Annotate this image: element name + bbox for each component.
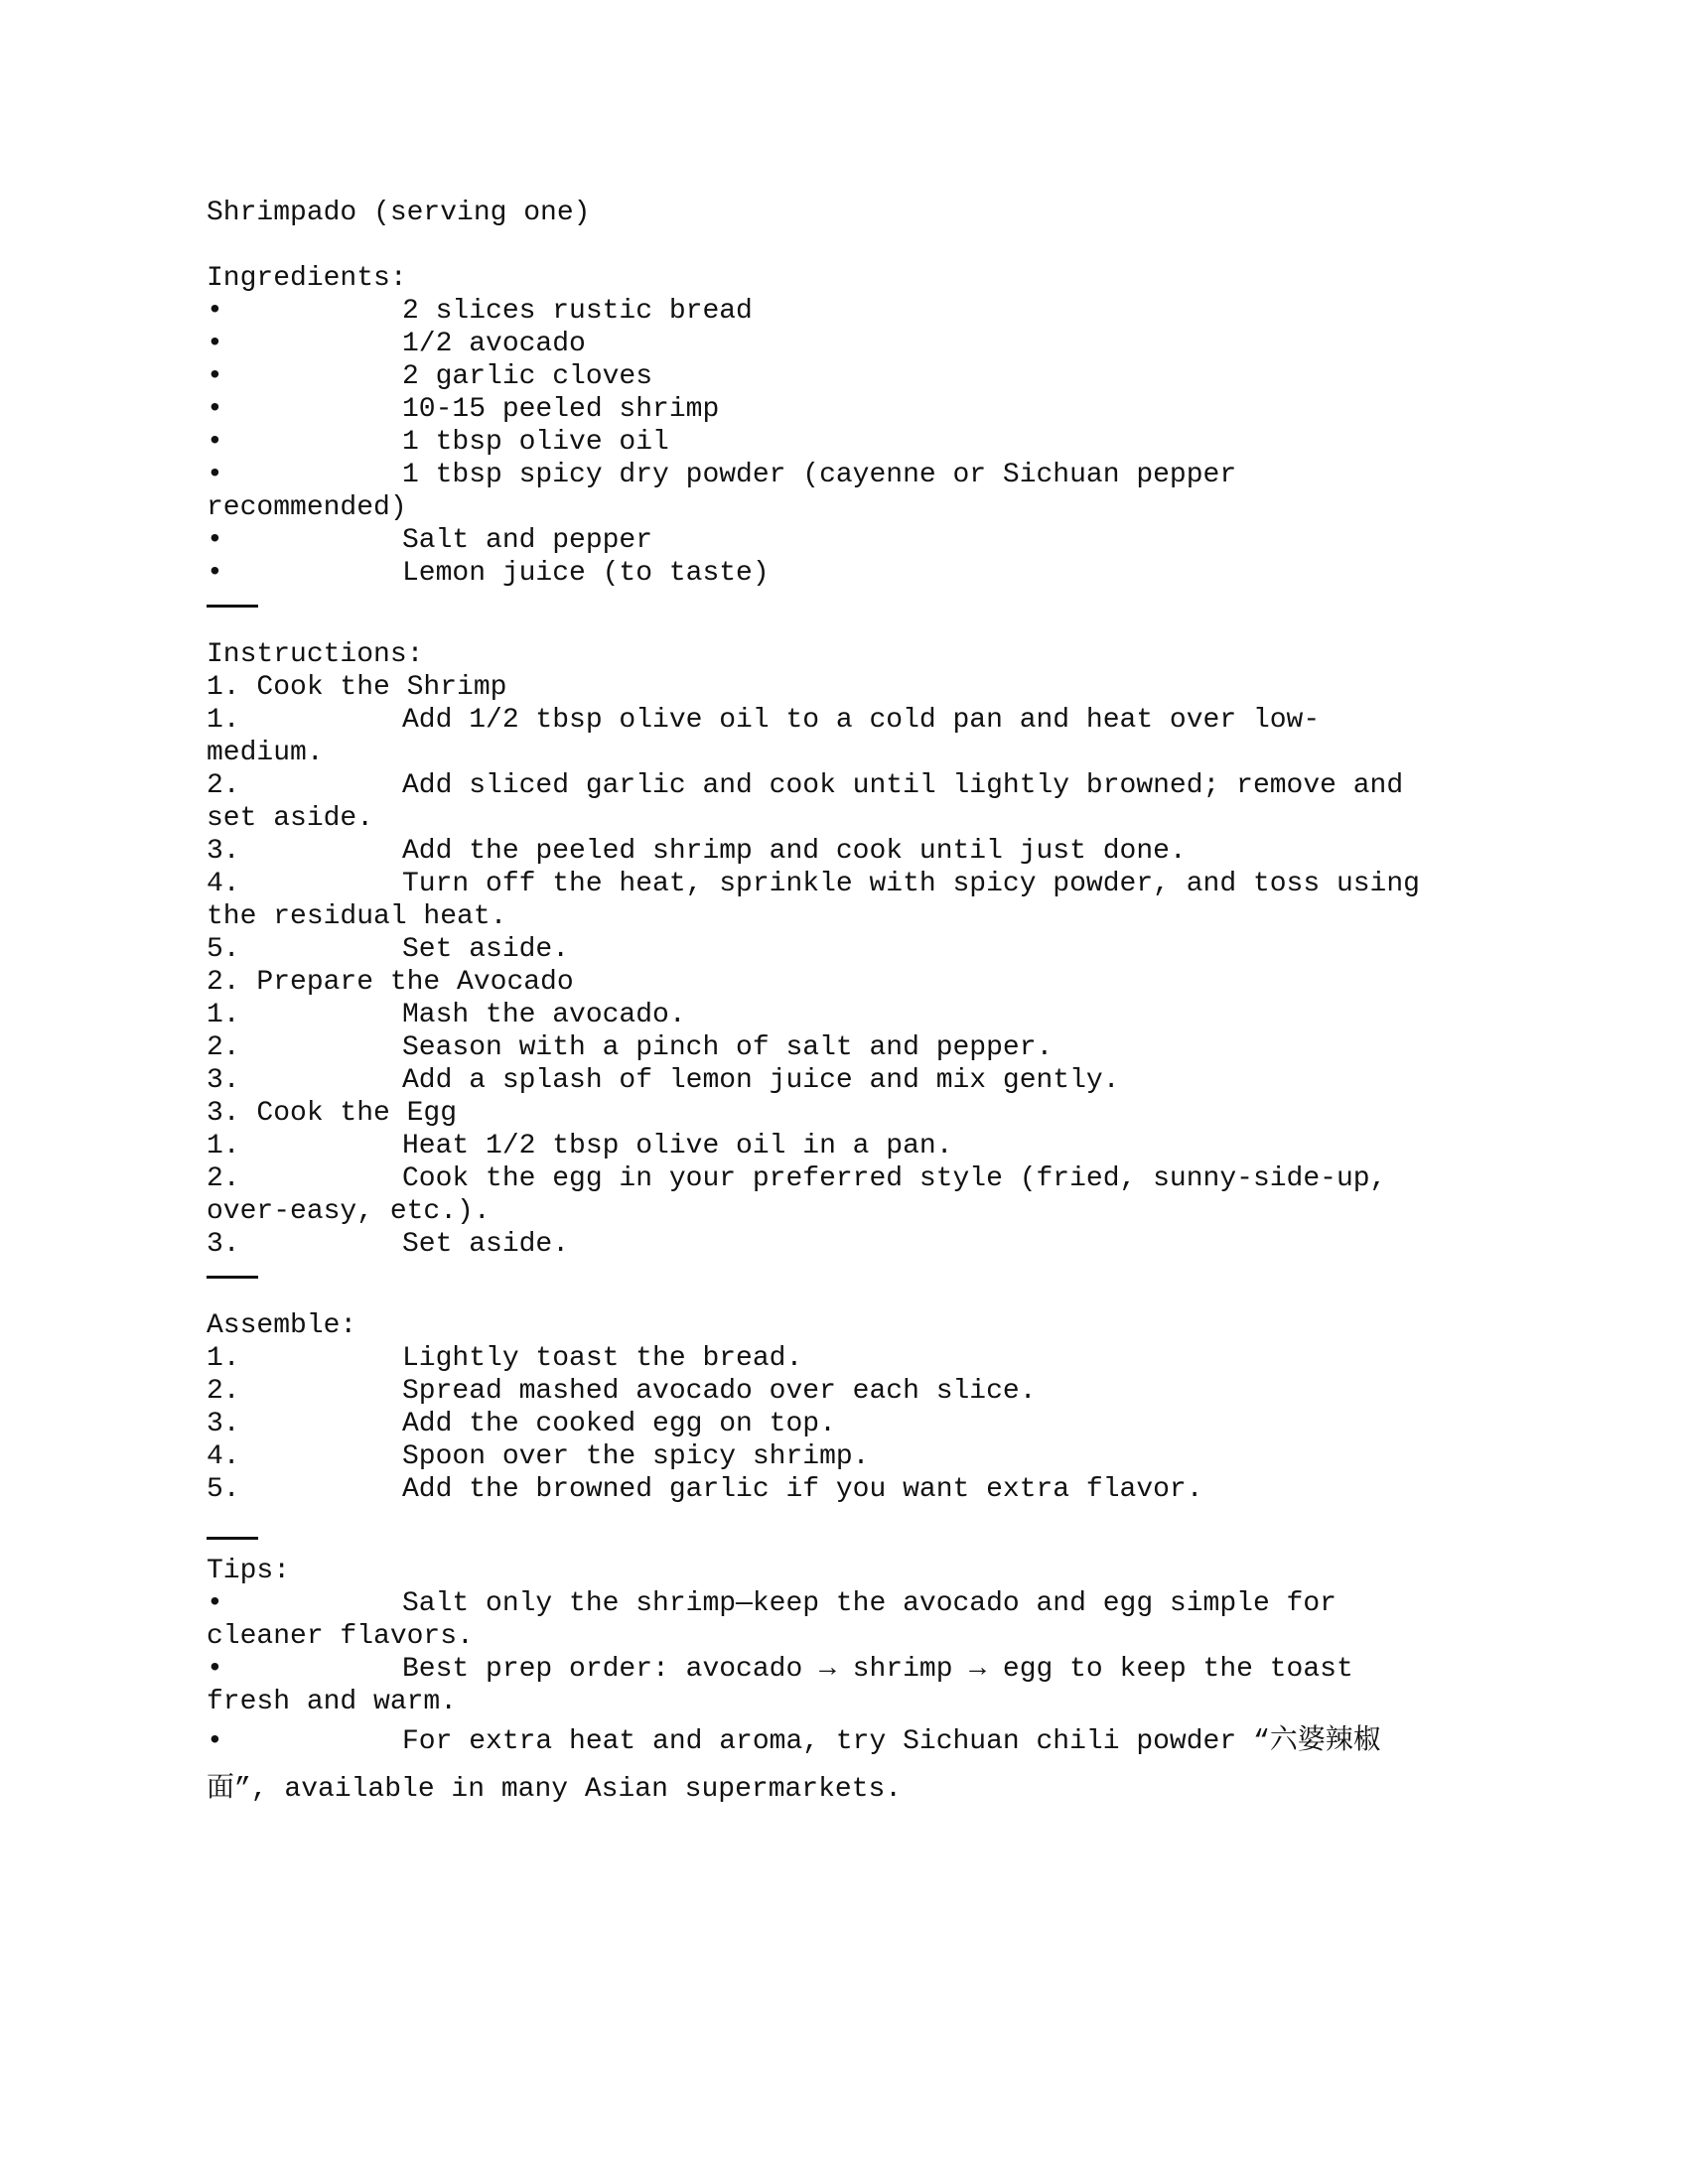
section-divider bbox=[207, 1276, 258, 1279]
bullet: • bbox=[207, 460, 223, 490]
section-divider bbox=[207, 605, 258, 608]
assemble-step: 4. Spoon over the spicy shrimp. bbox=[207, 1441, 870, 1472]
tip-continuation: 面”, available in many Asian supermarkets. bbox=[207, 1774, 903, 1805]
ingredient-item: • 2 slices rustic bread bbox=[207, 296, 753, 327]
bullet: • bbox=[207, 394, 223, 425]
recipe-title: Shrimpado (serving one) bbox=[207, 198, 591, 228]
instruction-step-continuation: set aside. bbox=[207, 803, 374, 834]
instruction-step: 3. Add a splash of lemon juice and mix gently. bbox=[207, 1065, 1120, 1096]
instruction-step: 1. Mash the avocado. bbox=[207, 1000, 686, 1030]
instruction-step-continuation: over-easy, etc.). bbox=[207, 1196, 491, 1227]
bullet: • bbox=[207, 1654, 223, 1685]
instruction-step: 4. Turn off the heat, sprinkle with spicy powder, and toss using bbox=[207, 869, 1420, 899]
assemble-heading: Assemble: bbox=[207, 1310, 357, 1341]
tip-item: • For extra heat and aroma, try Sichuan chili powder “六婆辣椒 bbox=[207, 1718, 1487, 1766]
instruction-step: 5. Set aside. bbox=[207, 934, 570, 965]
recipe-document bbox=[207, 197, 1487, 1814]
section-divider bbox=[207, 1537, 258, 1540]
ingredient-item: • 1 tbsp spicy dry powder (cayenne or Sichuan pepper bbox=[207, 460, 1237, 490]
tip-continuation: fresh and warm. bbox=[207, 1687, 458, 1717]
tip-item: • Best prep order: avocado → shrimp → egg to keep the toast bbox=[207, 1654, 1353, 1685]
bullet: • bbox=[207, 296, 223, 327]
tip-item: • Salt only the shrimp—keep the avocado and egg simple for bbox=[207, 1588, 1336, 1619]
ingredient-item-continuation: recommended) bbox=[207, 492, 407, 523]
instruction-step: 3. Set aside. bbox=[207, 1229, 570, 1260]
assemble-step: 1. Lightly toast the bread. bbox=[207, 1343, 803, 1374]
bullet: • bbox=[207, 1588, 223, 1619]
ingredient-item: • Lemon juice (to taste) bbox=[207, 558, 770, 589]
bullet: • bbox=[207, 1726, 223, 1757]
tip-continuation: cleaner flavors. bbox=[207, 1621, 474, 1652]
instruction-step: 2. Add sliced garlic and cook until lightly browned; remove and bbox=[207, 770, 1404, 801]
ingredient-item: • 1/2 avocado bbox=[207, 329, 586, 359]
tips-heading: Tips: bbox=[207, 1556, 291, 1586]
ingredients-heading: Ingredients: bbox=[207, 263, 407, 294]
assemble-step: 2. Spread mashed avocado over each slice. bbox=[207, 1376, 1037, 1407]
bullet: • bbox=[207, 427, 223, 458]
instructions-heading: Instructions: bbox=[207, 639, 424, 670]
instruction-step: 2. Season with a pinch of salt and pepper. bbox=[207, 1032, 1054, 1063]
bullet: • bbox=[207, 329, 223, 359]
instruction-step: 1. Heat 1/2 tbsp olive oil in a pan. bbox=[207, 1131, 953, 1161]
instruction-step: 3. Add the peeled shrimp and cook until just done. bbox=[207, 836, 1187, 867]
instruction-section-title: 2. Prepare the Avocado bbox=[207, 967, 574, 998]
assemble-step: 3. Add the cooked egg on top. bbox=[207, 1409, 836, 1439]
ingredient-item: • 10-15 peeled shrimp bbox=[207, 394, 720, 425]
ingredient-item: • Salt and pepper bbox=[207, 525, 653, 556]
instruction-step: 1. Add 1/2 tbsp olive oil to a cold pan and heat over low- bbox=[207, 705, 1321, 736]
instruction-step: 2. Cook the egg in your preferred style (fried, sunny-side-up, bbox=[207, 1163, 1387, 1194]
instruction-step-continuation: the residual heat. bbox=[207, 901, 507, 932]
assemble-step: 5. Add the browned garlic if you want extra flavor. bbox=[207, 1474, 1203, 1505]
ingredient-item: • 2 garlic cloves bbox=[207, 361, 653, 392]
instruction-step-continuation: medium. bbox=[207, 738, 324, 768]
ingredient-item: • 1 tbsp olive oil bbox=[207, 427, 669, 458]
instruction-section-title: 3. Cook the Egg bbox=[207, 1098, 458, 1129]
bullet: • bbox=[207, 525, 223, 556]
bullet: • bbox=[207, 361, 223, 392]
bullet: • bbox=[207, 558, 223, 589]
instruction-section-title: 1. Cook the Shrimp bbox=[207, 672, 507, 703]
